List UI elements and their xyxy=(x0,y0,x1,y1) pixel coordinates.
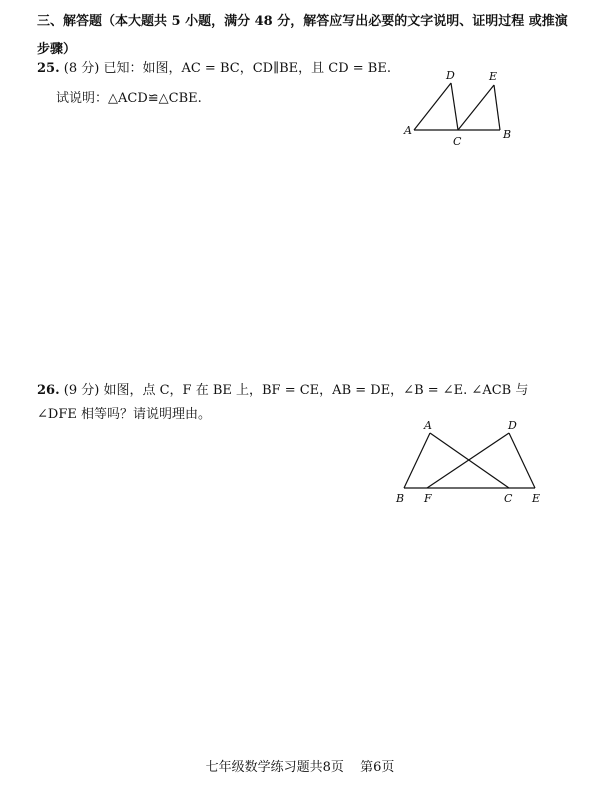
question-25-figure xyxy=(400,68,520,150)
label-e: E xyxy=(532,492,541,505)
question-26-figure xyxy=(390,418,550,510)
label-d: D xyxy=(508,419,517,432)
segment-dc xyxy=(451,83,458,130)
label-f: F xyxy=(424,492,432,505)
label-b: B xyxy=(503,128,512,141)
question-25-ask: 试说明：△ACD≌△CBE. xyxy=(56,91,202,106)
label-a: A xyxy=(404,124,412,137)
page-footer xyxy=(0,756,600,775)
label-b: B xyxy=(396,492,405,505)
section-header: 三、解答题（本大题共 5 小题，满分 48 分，解答应写出必要的文字说明、证明过程 或推演步骤） xyxy=(37,14,568,57)
label-c: C xyxy=(453,135,462,148)
segment-ab xyxy=(404,433,430,488)
question-25-number: 25. xyxy=(37,61,60,76)
question-26-score: (9 分) xyxy=(63,383,100,398)
segment-de xyxy=(509,433,535,488)
label-e: E xyxy=(489,70,498,83)
segment-eb xyxy=(494,85,500,130)
segment-ad xyxy=(414,83,451,130)
footer-total: 七年级数学练习题共8页 xyxy=(205,760,344,775)
question-26-number: 26. xyxy=(37,383,60,398)
question-25-score: (8 分) xyxy=(63,61,100,76)
footer-page: 第6页 xyxy=(360,760,395,775)
question-26-statement: 如图，点 C，F 在 BE 上，BF = CE，AB = DE，∠B = ∠E. ∠ACB 与∠DFE 相等吗？请说明理由。 xyxy=(37,383,529,422)
question-25-statement: 已知：如图，AC = BC，CD∥BE，且 CD = BE. xyxy=(103,61,391,76)
label-c: C xyxy=(504,492,513,505)
segment-ce xyxy=(458,85,494,130)
question-25 xyxy=(37,60,391,78)
label-a: A xyxy=(424,419,432,432)
label-d: D xyxy=(446,69,455,82)
